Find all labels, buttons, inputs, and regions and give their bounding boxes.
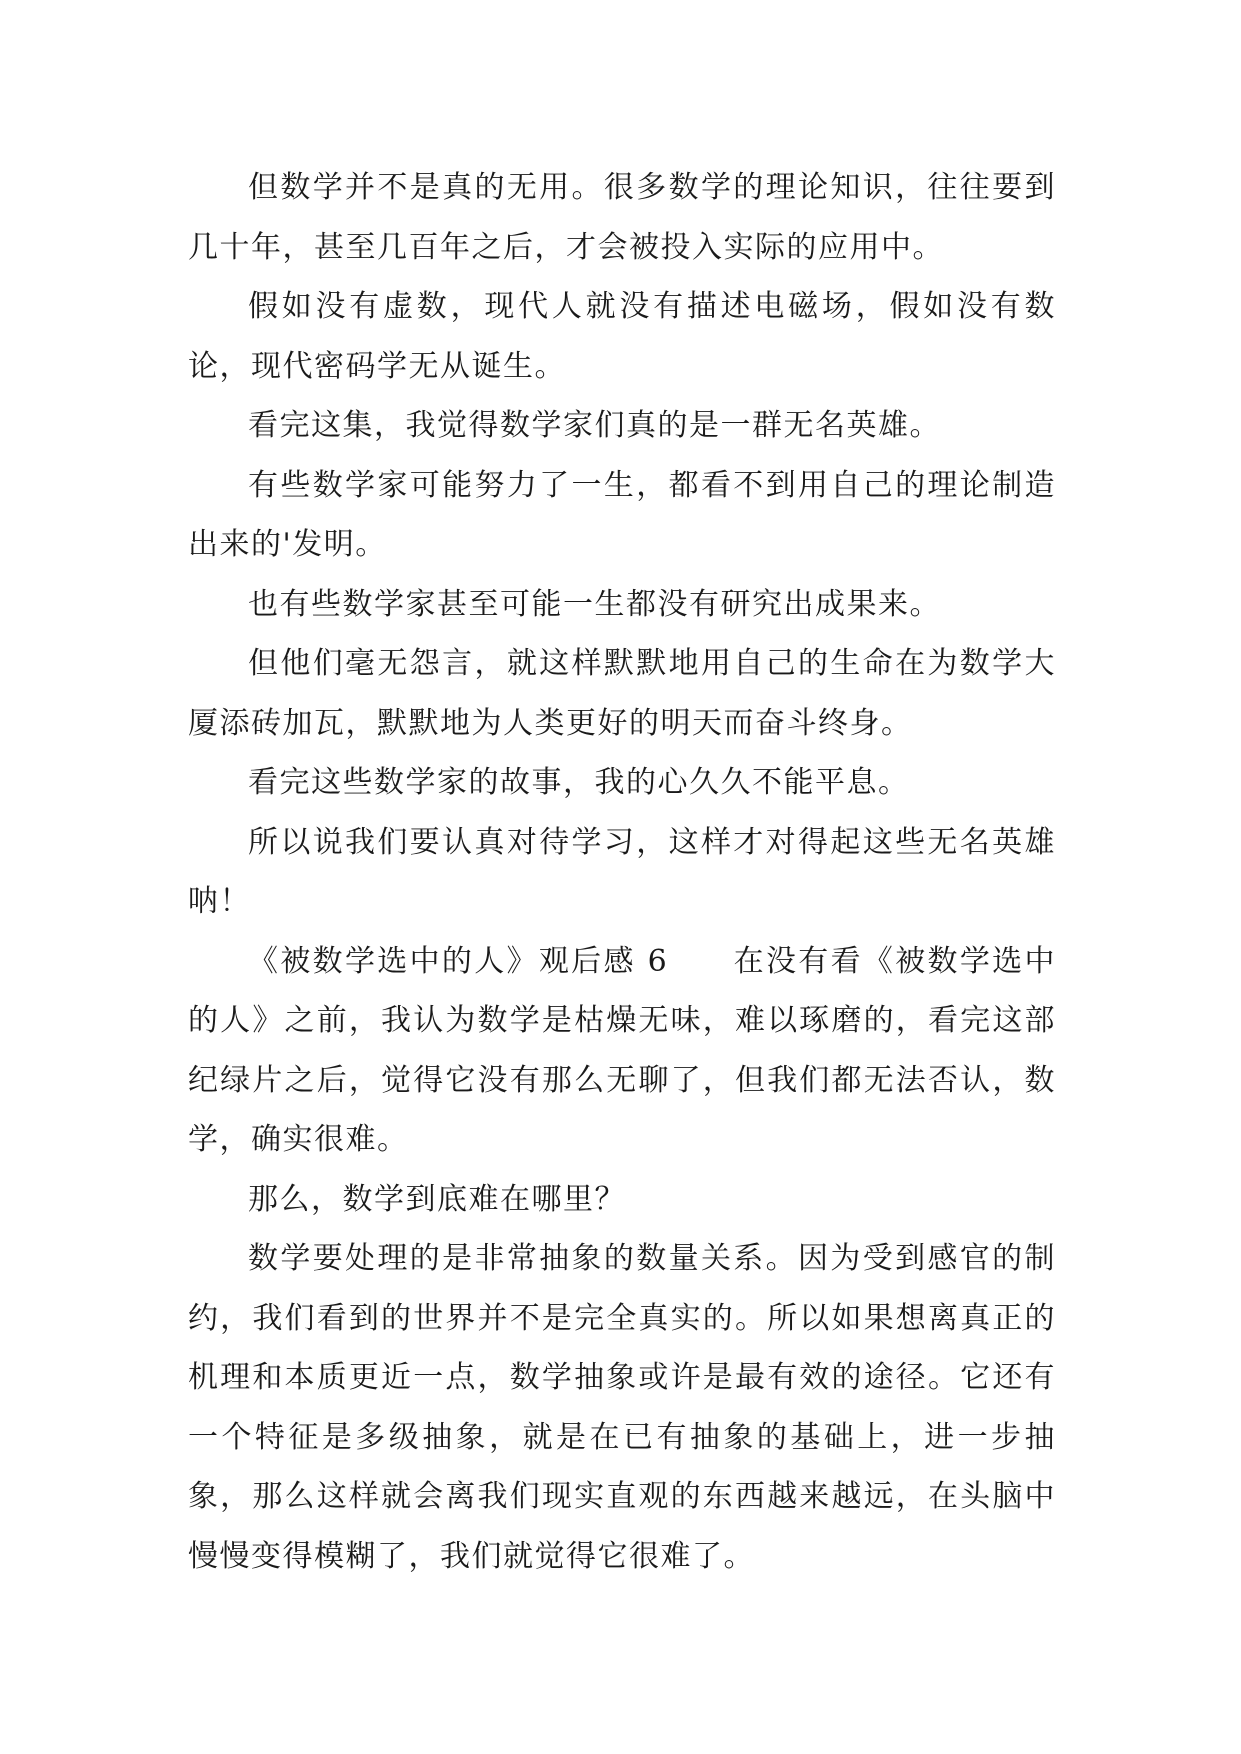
paragraph-3: 看完这集，我觉得数学家们真的是一群无名英雄。 <box>248 408 941 443</box>
document-body <box>188 158 1056 1586</box>
paragraph-9-section-heading: 《被数学选中的人》观后感 6 在没有看《被数学选中的人》之前，我认为数学是枯燥无味，难以琢磨的，看完这部纪绿片之后，觉得它没有那么无聊了，但我们都无法否认，数学，确实很难。 <box>188 943 1056 1157</box>
paragraph-8: 所以说我们要认真对待学习，这样才对得起这些无名英雄呐！ <box>188 824 1056 919</box>
paragraph-2: 假如没有虚数，现代人就没有描述电磁场，假如没有数论，现代密码学无从诞生。 <box>188 289 1056 384</box>
paragraph-11: 数学要处理的是非常抽象的数量关系。因为受到感官的制约，我们看到的世界并不是完全真实的。所以如果想离真正的机理和本质更近一点，数学抽象或许是最有效的途径。它还有一个特征是多级抽象，就是在已有抽象的基础上，进一步抽象，那么这样就会离我们现实直观的东西越来越远，在头脑中慢慢变得模糊了，我们就觉得它很难了。 <box>188 1241 1056 1574</box>
paragraph-1: 但数学并不是真的无用。很多数学的理论知识，往往要到几十年，甚至几百年之后，才会被投入实际的应用中。 <box>188 170 1056 265</box>
paragraph-6: 但他们毫无怨言，就这样默默地用自己的生命在为数学大厦添砖加瓦，默默地为人类更好的明天而奋斗终身。 <box>188 646 1056 741</box>
paragraph-7: 看完这些数学家的故事，我的心久久不能平息。 <box>248 765 910 800</box>
paragraph-5: 也有些数学家甚至可能一生都没有研究出成果来。 <box>248 586 941 622</box>
paragraph-10: 那么，数学到底难在哪里？ <box>248 1181 626 1217</box>
paragraph-4: 有些数学家可能努力了一生，都看不到用自己的理论制造出来的'发明。 <box>188 467 1056 562</box>
